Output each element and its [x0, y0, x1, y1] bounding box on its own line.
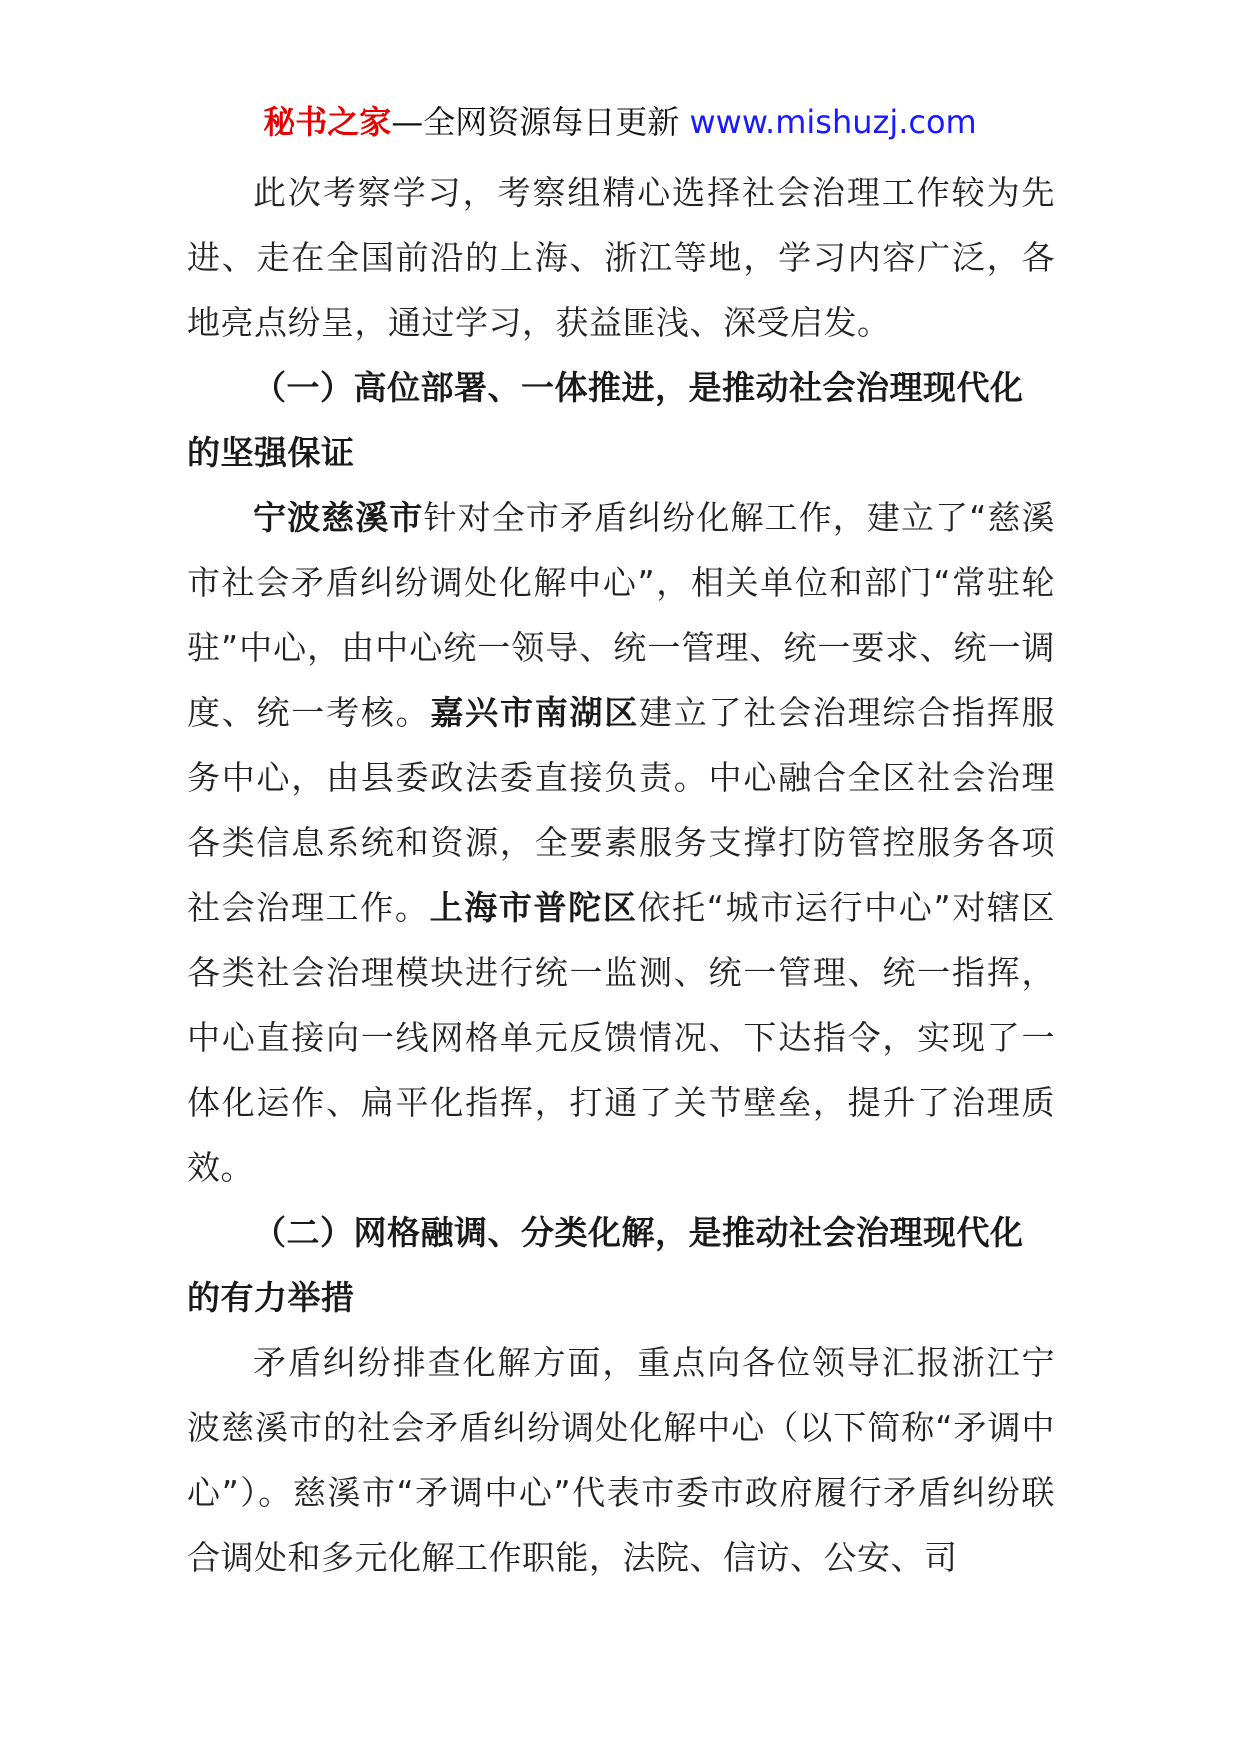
paragraph-3: 矛盾纠纷排查化解方面，重点向各位领导汇报浙江宁波慈溪市的社会矛盾纠纷调处化解中心（以下简称“矛调中心”）。慈溪市“矛调中心”代表市委市政府履行矛盾纠纷联合调处和多元化解工作职能，法院、信访、公安、司	[187, 1343, 1055, 1577]
header-tagline: —全网资源每日更新	[391, 103, 690, 141]
place-name-nanhu: 嘉兴市南湖区	[430, 693, 640, 732]
header-brand: 秘书之家	[263, 103, 392, 141]
section-heading-1: （一）高位部署、一体推进，是推动社会治理现代化的坚强保证	[187, 368, 1024, 472]
header-url[interactable]: www.mishuzj.com	[689, 103, 977, 141]
paragraph-2-text-2: 建立了社会治理综合指挥服务中心，由县委政法委直接负责。中心融合全区社会治理各类信息系统和资源，全要素服务支撑打防管控服务各项社会治理工作。	[187, 693, 1056, 927]
section-heading-2: （二）网格融调、分类化解，是推动社会治理现代化的有力举措	[187, 1213, 1024, 1317]
paragraph-2-text-1: 针对全市矛盾纠纷化解工作，建立了“慈溪市社会矛盾纠纷调处化解中心”，相关单位和部门“常驻轮驻”中心，由中心统一领导、统一管理、统一要求、统一调度、统一考核。	[187, 498, 1055, 732]
paragraph-2	[187, 485, 1055, 1200]
paragraph-2-text-3: 依托“城市运行中心”对辖区各类社会治理模块进行统一监测、统一管理、统一指挥，中心直接向一线网格单元反馈情况、下达指令，实现了一体化运作、扁平化指挥，打通了关节壁垒，提升了治理质效。	[187, 888, 1056, 1187]
intro-paragraph: 此次考察学习，考察组精心选择社会治理工作较为先进、走在全国前沿的上海、浙江等地，学习内容广泛，各地亮点纷呈，通过学习，获益匪浅、深受启发。	[187, 173, 1055, 342]
place-name-cixi: 宁波慈溪市	[253, 498, 424, 537]
watermark-header	[0, 100, 1240, 144]
place-name-putuo: 上海市普陀区	[429, 888, 638, 927]
document-body	[187, 160, 1055, 1590]
